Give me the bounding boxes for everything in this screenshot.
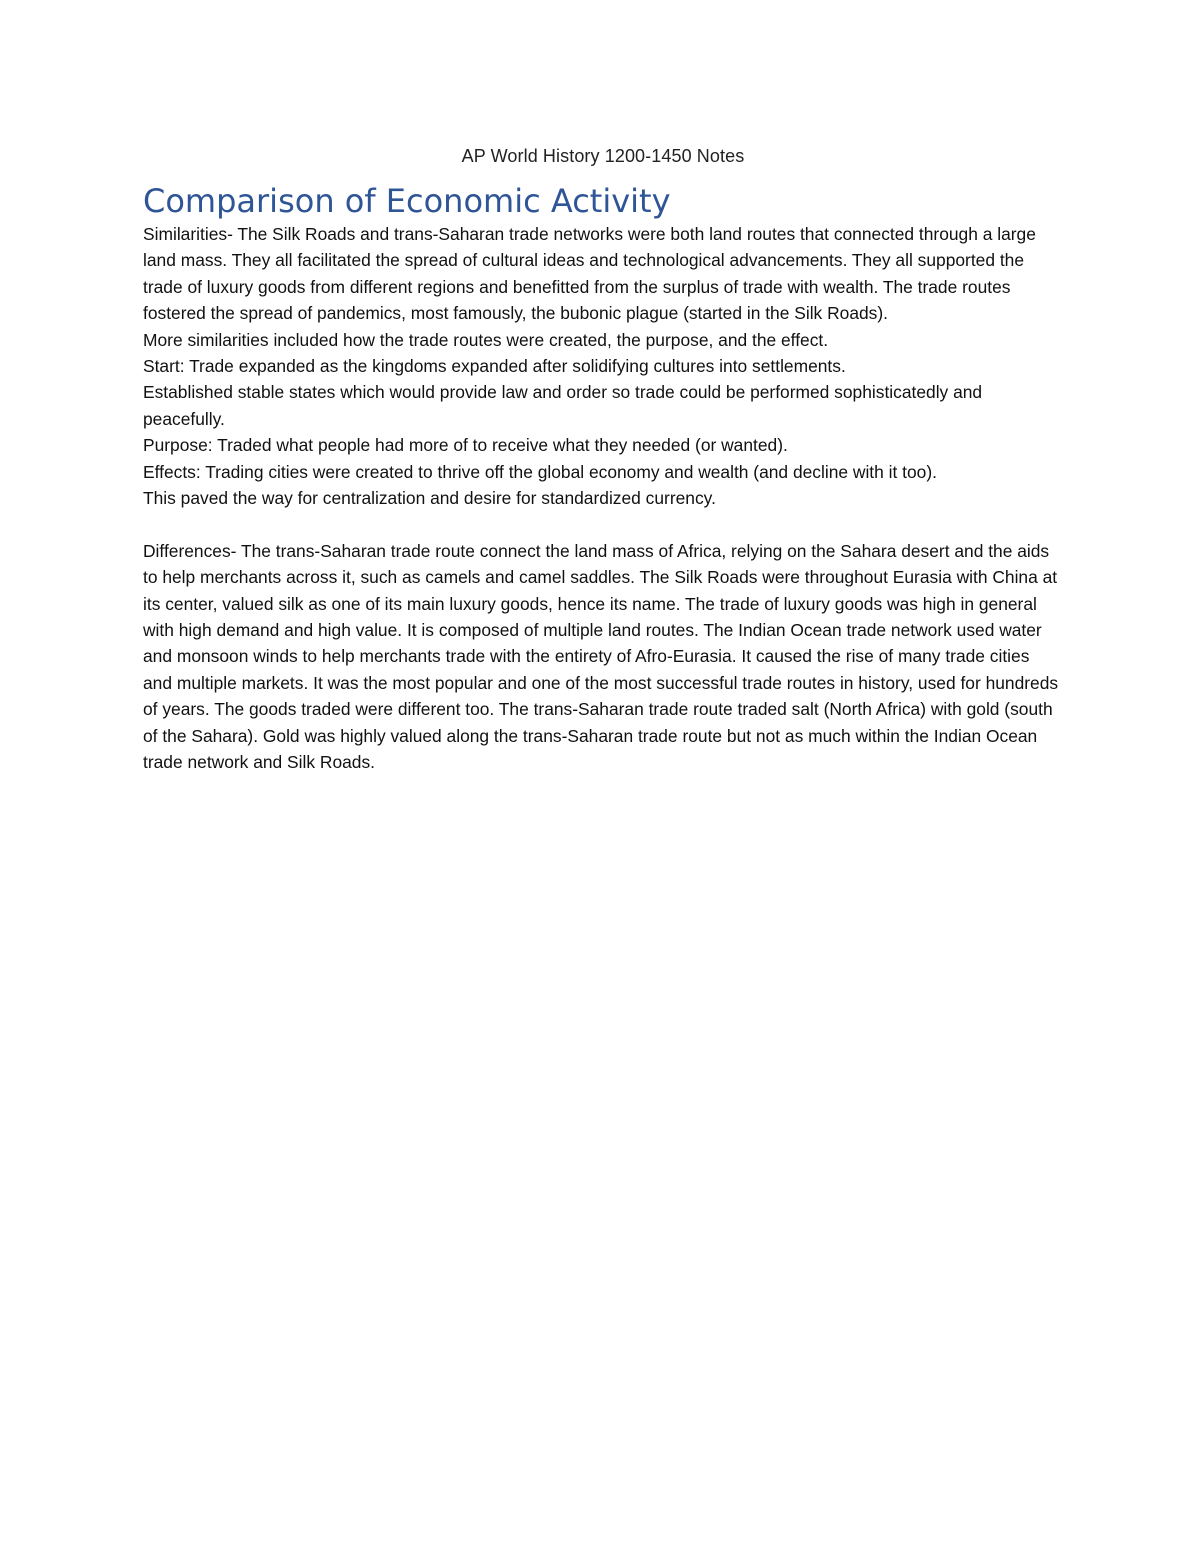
page-header-title: AP World History 1200-1450 Notes bbox=[461, 146, 745, 166]
paragraph-similarities: Similarities- The Silk Roads and trans-Saharan trade networks were both land routes that connected through a large land mass. They all facilitated the spread of cultural ideas and technological advancements. They all supported the trade of luxury goods from different regions and benefitted from the surplus of trade with wealth. The trade routes fostered the spread of pandemics, most famously, the bubonic plague (started in the Silk Roads). bbox=[143, 224, 1036, 324]
paragraph-start: Start: Trade expanded as the kingdoms expanded after solidifying cultures into settlements. bbox=[143, 356, 846, 377]
paragraph-established: Established stable states which would provide law and order so trade could be performed sophisticatedly and peacefully. bbox=[143, 382, 983, 429]
paragraph-effects: Effects: Trading cities were created to thrive off the global economy and wealth (and decline with it too). bbox=[143, 461, 937, 482]
paragraph-centralization: This paved the way for centralization and desire for standardized currency. bbox=[143, 488, 716, 509]
paragraph-spacer bbox=[143, 511, 1063, 537]
document-content bbox=[143, 143, 1063, 776]
paragraph-differences: Differences- The trans-Saharan trade route connect the land mass of Africa, relying on the Sahara desert and the aids to help merchants across it, such as camels and camel saddles. The Silk Roads were throughout Eurasia with China at its center, valued silk as one of its main luxury goods, hence its name. The trade of luxury goods was high in general with high demand and high value. It is composed of multiple land routes. The Indian Ocean trade network used water and monsoon winds to help merchants trade with the entirety of Afro-Eurasia. It caused the rise of many trade cities and multiple markets. It was the most popular and one of the most successful trade routes in history, used for hundreds of years. The goods traded were different too. The trans-Saharan trade route traded salt (North Africa) with gold (south of the Sahara). Gold was highly valued along the trans-Saharan trade route but not as much within the Indian Ocean trade network and Silk Roads. bbox=[143, 540, 1059, 773]
paragraph-more-similarities: More similarities included how the trade routes were created, the purpose, and the effect. bbox=[143, 329, 829, 350]
section-heading: Comparison of Economic Activity bbox=[143, 182, 671, 220]
paragraph-purpose: Purpose: Traded what people had more of to receive what they needed (or wanted). bbox=[143, 435, 788, 456]
